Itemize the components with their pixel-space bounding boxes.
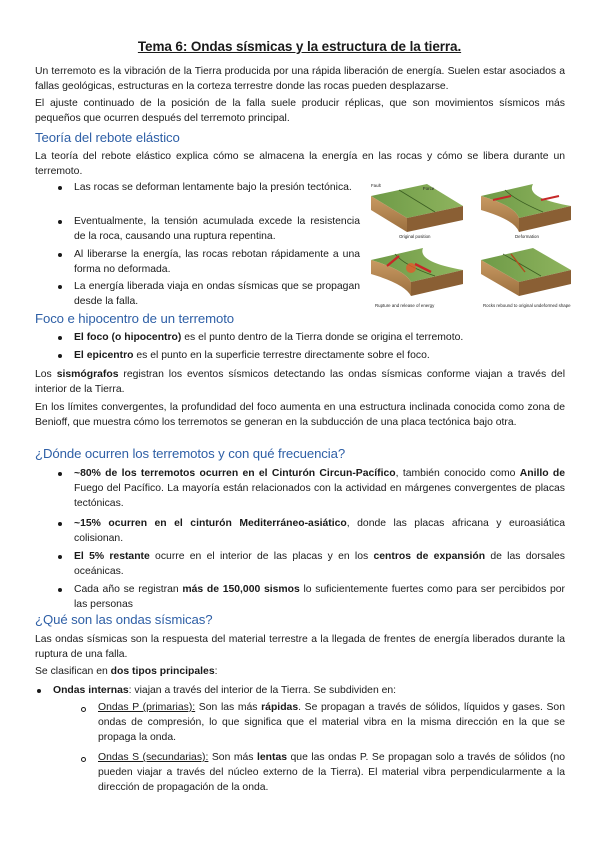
bold-run: El 5% restante — [74, 551, 150, 562]
sub-bullet-circle — [81, 707, 86, 712]
bullet-dot — [58, 285, 62, 289]
text-run: , también conocido como — [395, 468, 520, 479]
heading-foco-hipocentro: Foco e hipocentro de un terremoto — [35, 311, 235, 326]
sismografos-term: sismógrafos — [56, 369, 119, 380]
caption-rupture: Rupture and release of energy — [375, 303, 435, 308]
bullet-dot — [58, 472, 62, 476]
block-rupture — [371, 248, 463, 308]
epicentro-term: El epicentro — [74, 350, 134, 361]
text-run: Los — [35, 369, 57, 380]
bullet-dot — [58, 186, 62, 190]
rebote-bullet-2: Eventualmente, la tensión acumulada excede la resistencia de la roca, causando una ruptura repentina. — [74, 216, 360, 242]
text-run: registran los eventos sísmicos detectando las ondas sísmicas conforme viajan a través del interior de la Tierra. — [35, 369, 566, 395]
bold-run: rápidas — [261, 702, 299, 713]
heading-rebote-elastico: Teoría del rebote elástico — [35, 130, 180, 145]
bold-run: Anillo de — [519, 468, 566, 479]
donde-bullet-1 — [74, 466, 565, 511]
donde-bullet-2 — [74, 516, 565, 546]
bullet-dot — [58, 253, 62, 257]
bold-run: ~15% ocurren en el cinturón Mediterráneo-asiático — [74, 518, 347, 529]
bold-run: centros de expansión — [373, 551, 486, 562]
ondas-paragraph-2 — [35, 664, 565, 679]
heading-ondas-sismicas: ¿Qué son las ondas sísmicas? — [35, 612, 213, 627]
ondas-internas-bullet — [53, 683, 565, 698]
ondas-s-item — [98, 750, 565, 795]
red-arrow-icon — [541, 196, 559, 200]
text-run: ocurre en el interior de las placas y en los — [149, 551, 374, 562]
bullet-dot — [58, 522, 62, 526]
caption-rebound: Rocks rebound to original undeformed shape — [483, 303, 571, 308]
fault-label: Fault — [371, 183, 381, 188]
text-run: Cada año se registran — [74, 584, 183, 595]
caption-original-position: Original position — [399, 234, 431, 239]
text-run: lo suficientemente fuertes como para ser percibidos por las personas — [74, 584, 565, 610]
rebote-bullet-3: Al liberarse la energía, las rocas rebotan rápidamente a una forma no deformada. — [74, 249, 360, 275]
elastic-rebound-figure — [365, 176, 579, 311]
epicentro-definition: es el punto en la superficie terrestre directamente sobre el foco. — [133, 350, 430, 361]
underlined-run: Ondas S (secundarias): — [98, 752, 209, 763]
heading-donde-ocurren: ¿Dónde ocurren los terremotos y con qué frecuencia? — [35, 446, 346, 461]
sub-bullet-circle — [81, 757, 86, 762]
text-run: Fuego del Pacífico. La mayoría están relacionados con la actividad en márgenes convergentes de placas tectónicas. — [74, 483, 565, 509]
bullet-dot — [58, 220, 62, 224]
block-original-position — [371, 183, 463, 239]
text-run: . Se propagan a través de sólidos, líquidos y gases. Son ondas de compresión, lo que significa que el material vibra en la misma dirección en la que se propaga la onda. — [98, 702, 565, 743]
bullet-dot — [58, 354, 62, 358]
foco-term: El foco (o hipocentro) — [74, 332, 182, 343]
text-run: , donde las placas africana y euroasiática colisionan. — [74, 518, 565, 544]
rebote-bullet-4: La energía liberada viaja en ondas sísmicas que se propagan desde la falla. — [74, 281, 360, 307]
bullet-dot — [58, 336, 62, 340]
bold-run: dos tipos principales — [110, 666, 215, 677]
text-run: de las dorsales oceánicas. — [74, 551, 565, 577]
foco-bullet-2 — [74, 348, 565, 363]
bold-run: Ondas internas — [53, 685, 129, 696]
sismografos-paragraph — [35, 367, 565, 397]
bold-run: lentas — [256, 752, 288, 763]
donde-bullet-4 — [74, 582, 565, 612]
rebote-paragraph: La teoría del rebote elástico explica cómo se almacena la energía en las rocas y cómo se libera durante un terremoto. — [35, 151, 565, 177]
block-rebound — [481, 248, 571, 308]
text-run: : viajan a través del interior de la Tierra. Se subdividen en: — [128, 685, 397, 696]
text-run: Son las más — [195, 702, 262, 713]
bullet-dot — [58, 588, 62, 592]
ondas-p-item — [98, 700, 565, 745]
benioff-paragraph: En los límites convergentes, la profundidad del foco aumenta en una estructura inclinada conocida como zona de Benioff, que muestra cómo los terremotos se generan en la subducción de una placa tectónica bajo otra. — [35, 402, 565, 428]
bold-run: más de 150,000 sismos — [182, 584, 300, 595]
force-label: Force — [423, 186, 435, 191]
donde-bullet-3 — [74, 549, 565, 579]
intro-paragraph-1: Un terremoto es la vibración de la Tierra producida por una rápida liberación de energía. Suelen estar asociados a fallas geológicas, estructuras en la corteza terrestre donde las rocas pueden desplazarse. — [35, 66, 565, 92]
intro-paragraph-2: El ajuste continuado de la posición de la falla suele producir réplicas, que son movimientos sísmicos más pequeños que ocurren después del terremoto principal. — [35, 98, 565, 124]
block-deformation — [481, 184, 571, 239]
ondas-paragraph-1: Las ondas sísmicas son la respuesta del material terrestre a la llegada de frentes de energía liberados durante la ruptura de una falla. — [35, 634, 565, 660]
bullet-dot — [37, 689, 41, 693]
text-run: Se clasifican en — [35, 666, 111, 677]
page-title: Tema 6: Ondas sísmicas y la estructura de la tierra. — [137, 39, 462, 54]
rebote-bullet-1: Las rocas se deforman lentamente bajo la presión tectónica. — [74, 182, 352, 193]
caption-deformation: Deformation — [515, 234, 539, 239]
foco-bullet-1 — [74, 330, 565, 345]
bold-run: ~80% de los terremotos ocurren en el Cinturón Circun-Pacífico — [74, 468, 396, 479]
bullet-dot — [58, 555, 62, 559]
underlined-run: Ondas P (primarias): — [98, 702, 196, 713]
text-run: Son más — [208, 752, 257, 763]
foco-definition: es el punto dentro de la Tierra donde se origina el terremoto. — [181, 332, 464, 343]
text-run: que las ondas P. Se propagan solo a través de sólidos (no pueden viajar a través del núcleo externo de la Tierra). El material vibra perpendicularmente a la dirección de propagación de la onda. — [98, 752, 566, 793]
text-run: : — [214, 666, 218, 677]
